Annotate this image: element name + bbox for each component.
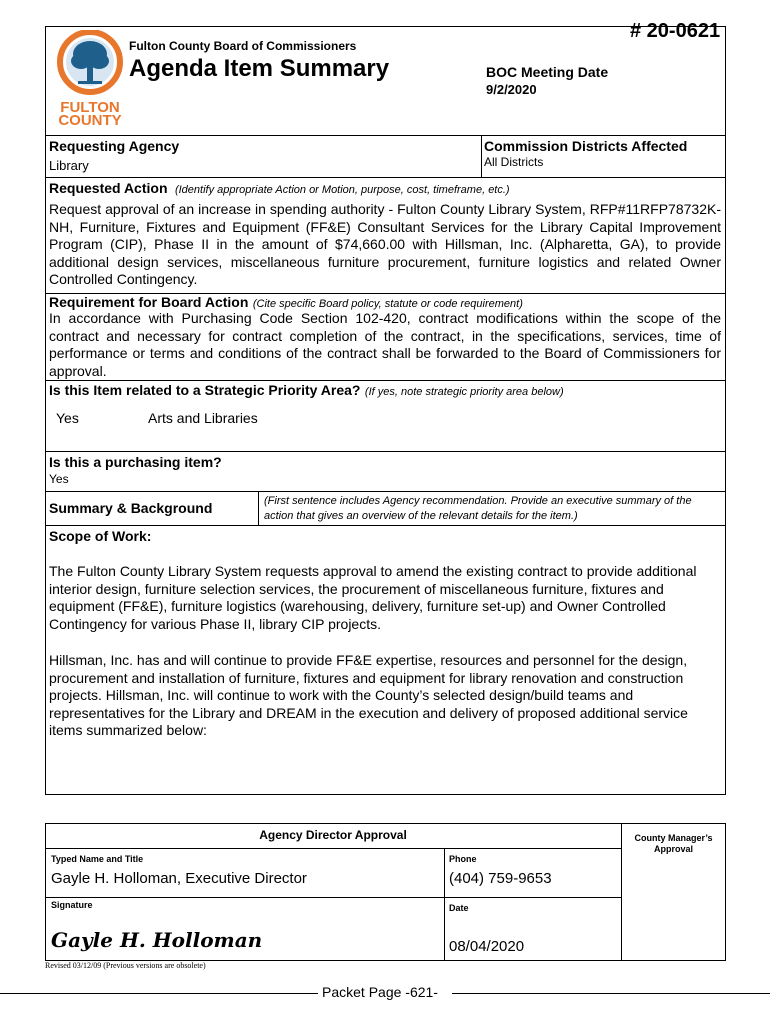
date-label: Date: [449, 903, 469, 913]
divider: [45, 135, 725, 136]
footer-rule-left: [0, 993, 318, 994]
signature-value: Gayle H. Holloman: [51, 928, 263, 952]
typed-name-label: Typed Name and Title: [51, 854, 144, 864]
frame-bottom: [45, 794, 726, 795]
approval-divider: [444, 848, 445, 960]
requested-action-hint: (Identify appropriate Action or Motion, purpose, cost, timeframe, etc.): [174, 184, 510, 196]
divider: [258, 491, 259, 525]
strategic-header: [49, 382, 564, 400]
svg-text:FULTON: FULTON: [60, 99, 120, 116]
fulton-county-logo: [54, 30, 126, 128]
boc-meeting-date: 9/2/2020: [486, 82, 537, 97]
requested-action-header: [49, 180, 510, 198]
strategic-label: Is this Item related to a Strategic Priority Area?: [49, 382, 361, 398]
strategic-hint: (If yes, note strategic priority area below): [364, 386, 564, 398]
purchasing-label: Is this a purchasing item?: [49, 454, 222, 470]
strategic-area: Arts and Libraries: [148, 410, 258, 426]
phone-label: Phone: [449, 854, 477, 864]
frame-left: [45, 26, 46, 794]
divider: [45, 491, 725, 492]
typed-name-value: Gayle H. Holloman, Executive Director: [51, 870, 307, 887]
divider: [45, 525, 725, 526]
scope-of-work-label: Scope of Work:: [49, 528, 152, 544]
summary-hint: (First sentence includes Agency recommendation. Provide an executive summary of the action that gives an overview of the relevant details for the item.): [264, 495, 692, 522]
revision-note: Revised 03/12/09 (Previous versions are obsolete): [45, 961, 206, 970]
purchasing-answer: Yes: [49, 472, 69, 486]
manager-approval-label: County Manager’s Approval: [634, 833, 713, 854]
svg-text:COUNTY: COUNTY: [58, 112, 122, 128]
approval-frame-right: [725, 823, 726, 960]
divider: [45, 451, 725, 452]
boc-meeting-label: BOC Meeting Date: [486, 64, 609, 80]
approval-divider: [45, 848, 621, 849]
frame-top: [45, 26, 725, 27]
requested-action-text: Request approval of an increase in spending authority - Fulton County Library System, RFP#11RFP78732K-NH, Furniture, Fixtures and Equipment (FF&E) Consultant Services for the Library Capital Improvement Program (CIP), Phase II in the amount of $74,660.00 with Hillsman, Inc. (Alpharetta, GA), to provide additional design services, miscellaneous furniture procurement, furniture logistics and related Owner Controlled Contingency.: [49, 201, 721, 287]
date-value: 08/04/2020: [449, 938, 525, 955]
approval-divider: [45, 897, 621, 898]
requirement-hint: (Cite specific Board policy, statute or code requirement): [252, 298, 523, 310]
item-number: # 20-0621: [630, 20, 721, 42]
approval-title: Agency Director Approval: [259, 828, 407, 842]
requirement-label: Requirement for Board Action: [49, 294, 249, 310]
summary-label: Summary & Background: [49, 500, 213, 516]
districts-value: All Districts: [484, 155, 544, 169]
packet-page-number: Packet Page -621-: [322, 984, 438, 1000]
divider: [45, 177, 725, 178]
strategic-answer: Yes: [56, 410, 79, 426]
districts-label: Commission Districts Affected: [484, 138, 688, 154]
divider: [481, 135, 482, 177]
divider: [45, 380, 725, 381]
requested-action-label: Requested Action: [49, 180, 168, 196]
approval-frame-left: [45, 823, 46, 960]
requesting-agency-label: Requesting Agency: [49, 138, 180, 154]
approval-frame-top: [45, 823, 726, 824]
page-title: Agenda Item Summary: [129, 55, 390, 82]
requesting-agency-value: Library: [49, 158, 89, 173]
footer-rule-right: [452, 993, 770, 994]
requirement-text: In accordance with Purchasing Code Section 102-420, contract modifications within the scope of the contract and necessary for contract completion of the contract, in the specifications, services, time of performance or terms and conditions of the contract shall be forwarded to the Board of Commissioners for approval.: [49, 310, 721, 379]
signature-label: Signature: [51, 900, 93, 910]
summary-paragraph-2: Hillsman, Inc. has and will continue to provide FF&E expertise, resources and personnel for the design, procurement and installation of furniture, fixtures and equipment for library renovation and construction projects. Hillsman, Inc. will continue to work with the County’s selected design/build teams and representatives for the Library and DREAM in the execution and delivery of proposed additional service items summarized below:: [49, 652, 688, 738]
org-name: Fulton County Board of Commissioners: [129, 39, 357, 53]
phone-value: (404) 759-9653: [449, 870, 552, 887]
summary-paragraph-1: The Fulton County Library System requests approval to amend the existing contract to provide additional interior design, furniture selection services, the procurement of miscellaneous furniture, fixtures and equipment (FF&E), furniture logistics (warehousing, delivery, furniture set-up) and Owner Controlled Contingency for various Phase II, library CIP projects.: [49, 563, 697, 632]
frame-right: [725, 26, 726, 794]
